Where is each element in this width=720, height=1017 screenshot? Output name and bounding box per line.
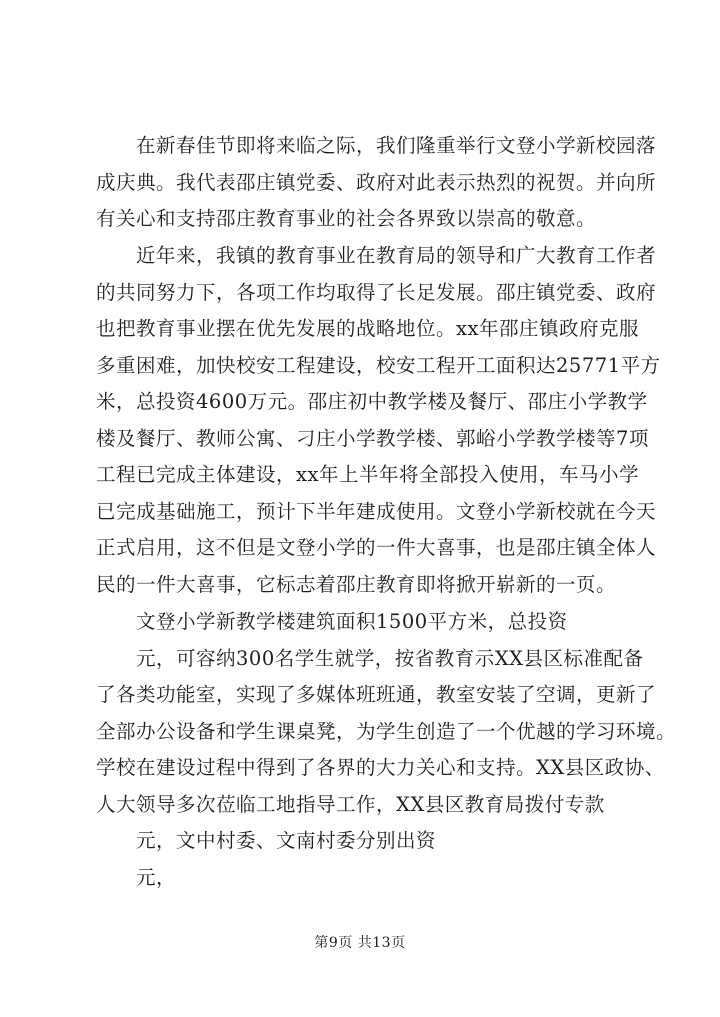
text-line: 也把教育事业摆在优先发展的战略地位。xx年邵庄镇政府克服: [96, 317, 639, 340]
text-line: 学校在建设过程中得到了各界的大力关心和支持。XX县区政协、: [96, 756, 665, 779]
text-line: 人大领导多次莅临工地指导工作，XX县区教育局拨付专款: [96, 792, 605, 816]
text-line: 正式启用，这不但是文登小学的一件大喜事，也是邵庄镇全体人: [96, 536, 657, 559]
text-line: 元，可容纳300名学生就学，按省教育示XX县区标准配备: [96, 646, 644, 670]
text-line: 了各类功能室，实现了多媒体班班通，教室安装了空调，更新了: [96, 683, 657, 706]
text-line: 米，总投资4600万元。邵庄初中教学楼及餐厅、邵庄小学教学: [96, 390, 648, 413]
text-line: 的共同努力下，各项工作均取得了长足发展。邵庄镇党委、政府: [96, 280, 657, 304]
text-line: 近年来，我镇的教育事业在教育局的领导和广大教育工作者: [96, 244, 657, 267]
text-line: 工程已完成主体建设，xx年上半年将全部投入使用，车马小学: [96, 463, 639, 486]
paragraph-3: [96, 604, 677, 896]
text-line: 已完成基础施工，预计下半年建成使用。文登小学新校就在今天: [96, 499, 657, 523]
paragraph-1: [96, 128, 656, 238]
text-line: 元，: [96, 865, 177, 889]
text-line: 全部办公设备和学生课桌凳，为学生创造了一个优越的学习环境。: [96, 719, 677, 743]
text-line: 成庆典。我代表邵庄镇党委、政府对此表示热烈的祝贺。并向所: [96, 170, 657, 194]
text-line: 元，文中村委、文南村委分别出资: [96, 829, 437, 852]
page-footer: 第9页 共13页: [314, 935, 406, 951]
text-line: 楼及餐厅、教师公寓、刁庄小学教学楼、郭峪小学教学楼等7项: [96, 426, 649, 450]
text-line: 民的一件大喜事，它标志着邵庄教育即将掀开崭新的一页。: [96, 572, 617, 596]
text-line: 在新春佳节即将来临之际，我们隆重举行文登小学新校园落: [96, 134, 657, 157]
text-line: 文登小学新教学楼建筑面积1500平方米，总投资: [96, 610, 568, 633]
text-line: 多重困难，加快校安工程建设，校安工程开工面积达25771平方: [96, 353, 661, 377]
paragraph-2: [96, 238, 661, 603]
text-line: 有关心和支持邵庄教育事业的社会各界致以崇高的敬意。: [96, 207, 597, 230]
